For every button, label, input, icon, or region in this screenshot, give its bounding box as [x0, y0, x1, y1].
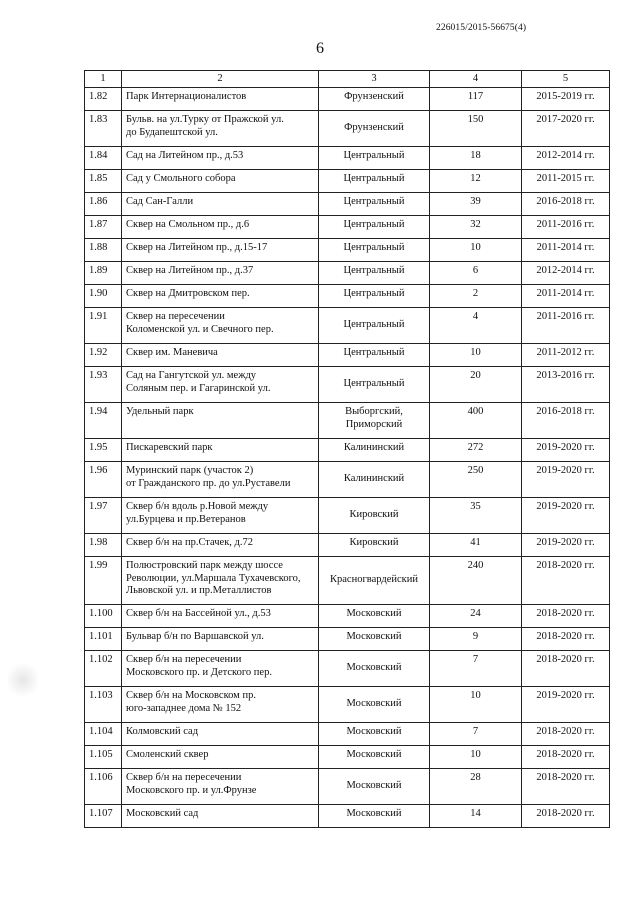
area-value: 9 [430, 627, 522, 650]
district-line: Московский [346, 780, 402, 792]
object-name [122, 768, 319, 804]
district-line: Центральный [343, 264, 405, 276]
object-name [122, 686, 319, 722]
row-number: 1.101 [85, 627, 122, 650]
district [319, 627, 430, 650]
period: 2011-2012 гг. [522, 343, 610, 366]
object-name [122, 366, 319, 402]
row-number: 1.96 [85, 461, 122, 497]
object-name [122, 497, 319, 533]
table-row [85, 307, 610, 343]
row-number: 1.83 [85, 110, 122, 146]
row-number: 1.85 [85, 169, 122, 192]
district [319, 307, 430, 343]
row-number: 1.84 [85, 146, 122, 169]
district-line: Московский [346, 725, 402, 737]
row-number: 1.92 [85, 343, 122, 366]
district [319, 722, 430, 745]
row-number: 1.105 [85, 745, 122, 768]
period: 2019-2020 гг. [522, 438, 610, 461]
row-number: 1.95 [85, 438, 122, 461]
period: 2019-2020 гг. [522, 497, 610, 533]
table-row [85, 169, 610, 192]
row-number: 1.89 [85, 261, 122, 284]
page-number: 6 [316, 40, 324, 57]
object-name [122, 533, 319, 556]
object-name [122, 87, 319, 110]
district-line: Московский [346, 698, 402, 710]
area-value: 10 [430, 343, 522, 366]
object-name-line: Парк Интернационалистов [126, 90, 247, 102]
object-name [122, 343, 319, 366]
district [319, 686, 430, 722]
table-row [85, 533, 610, 556]
object-name [122, 110, 319, 146]
district [319, 284, 430, 307]
district [319, 804, 430, 827]
district [319, 650, 430, 686]
object-name-line: Муринский парк (участок 2) [126, 464, 254, 476]
period: 2011-2015 гг. [522, 169, 610, 192]
area-value: 20 [430, 366, 522, 402]
table-row [85, 284, 610, 307]
area-value: 6 [430, 261, 522, 284]
period: 2018-2020 гг. [522, 804, 610, 827]
object-name-line: Соляным пер. и Гагаринской ул. [126, 382, 271, 394]
row-number: 1.86 [85, 192, 122, 215]
row-number: 1.90 [85, 284, 122, 307]
object-name-line: Московского пр. и Детского пер. [126, 666, 272, 678]
table-row [85, 146, 610, 169]
district-line: Московский [346, 807, 402, 819]
table-row [85, 745, 610, 768]
object-name-line: Сквер б/н на Бассейной ул., д.53 [126, 607, 271, 619]
district-line: Центральный [343, 378, 405, 390]
district [319, 438, 430, 461]
period: 2017-2020 гг. [522, 110, 610, 146]
row-number: 1.98 [85, 533, 122, 556]
object-name-line: Пискаревский парк [126, 441, 213, 453]
document-id: 226015/2015-56675(4) [436, 23, 527, 33]
table-row [85, 192, 610, 215]
period: 2016-2018 гг. [522, 402, 610, 438]
row-number: 1.91 [85, 307, 122, 343]
object-name [122, 169, 319, 192]
row-number: 1.97 [85, 497, 122, 533]
district-line: Центральный [343, 346, 405, 358]
column-header: 4 [430, 71, 522, 88]
area-value: 2 [430, 284, 522, 307]
district [319, 192, 430, 215]
district [319, 745, 430, 768]
district [319, 768, 430, 804]
area-value: 10 [430, 238, 522, 261]
column-header: 2 [122, 71, 319, 88]
district-line: Центральный [343, 149, 405, 161]
object-name-line: от Гражданского пр. до ул.Руставели [126, 477, 291, 489]
row-number: 1.107 [85, 804, 122, 827]
district [319, 110, 430, 146]
area-value: 12 [430, 169, 522, 192]
row-number: 1.99 [85, 556, 122, 604]
table-row [85, 650, 610, 686]
district [319, 533, 430, 556]
object-name-line: Колмовский сад [126, 725, 199, 737]
period: 2016-2018 гг. [522, 192, 610, 215]
district [319, 556, 430, 604]
district-line: Московский [346, 662, 402, 674]
object-name-line: Сквер б/н на Московском пр. [126, 689, 256, 701]
object-name-line: Сквер на Дмитровском пер. [126, 287, 250, 299]
object-name [122, 604, 319, 627]
period: 2012-2014 гг. [522, 146, 610, 169]
district [319, 461, 430, 497]
district-line: Московский [346, 630, 402, 642]
object-name-line: Полюстровский парк между шоссе [126, 559, 283, 571]
district-line: Центральный [343, 319, 405, 331]
table-row [85, 238, 610, 261]
district [319, 87, 430, 110]
object-name [122, 722, 319, 745]
object-name-line: Сад на Гангутской ул. между [126, 369, 257, 381]
table-row [85, 215, 610, 238]
period: 2011-2014 гг. [522, 238, 610, 261]
row-number: 1.106 [85, 768, 122, 804]
area-value: 240 [430, 556, 522, 604]
district-line: Красногвардейский [330, 574, 418, 586]
table-row [85, 497, 610, 533]
area-value: 39 [430, 192, 522, 215]
object-name-line: Сквер б/н вдоль р.Новой между [126, 500, 269, 512]
period: 2011-2016 гг. [522, 307, 610, 343]
period: 2019-2020 гг. [522, 686, 610, 722]
district-line: Кировский [349, 509, 399, 521]
district-line: Кировский [349, 536, 399, 548]
object-name [122, 438, 319, 461]
object-name [122, 627, 319, 650]
table-row [85, 768, 610, 804]
area-value: 250 [430, 461, 522, 497]
object-name-line: Сад у Смольного собора [126, 172, 236, 184]
row-number: 1.100 [85, 604, 122, 627]
period: 2011-2014 гг. [522, 284, 610, 307]
district [319, 215, 430, 238]
district [319, 146, 430, 169]
row-number: 1.104 [85, 722, 122, 745]
period: 2013-2016 гг. [522, 366, 610, 402]
table-row [85, 461, 610, 497]
district [319, 402, 430, 438]
area-value: 24 [430, 604, 522, 627]
district-line: Московский [346, 607, 402, 619]
period: 2018-2020 гг. [522, 650, 610, 686]
column-header: 3 [319, 71, 430, 88]
area-value: 150 [430, 110, 522, 146]
object-name [122, 556, 319, 604]
period: 2018-2020 гг. [522, 722, 610, 745]
object-name [122, 307, 319, 343]
district-line: Центральный [343, 241, 405, 253]
object-name-line: Сквер на пересечении [126, 310, 225, 322]
period: 2011-2016 гг. [522, 215, 610, 238]
area-value: 32 [430, 215, 522, 238]
table-row [85, 87, 610, 110]
object-name [122, 650, 319, 686]
table-row [85, 261, 610, 284]
parks-table [84, 70, 610, 828]
object-name-line: Сад Сан-Галли [126, 195, 194, 207]
object-name-line: Сквер б/н на пересечении [126, 653, 242, 665]
district-line: Калининский [343, 473, 405, 485]
object-name [122, 261, 319, 284]
object-name-line: Смоленский сквер [126, 748, 209, 760]
object-name-line: Бульвар б/н по Варшавской ул. [126, 630, 264, 642]
object-name-line: Московский сад [126, 807, 199, 819]
object-name-line: Сквер им. Маневича [126, 346, 218, 358]
period: 2019-2020 гг. [522, 533, 610, 556]
object-name-line: Сквер на Смольном пр., д.6 [126, 218, 250, 230]
district-line: Центральный [343, 195, 405, 207]
object-name-line: Бульв. на ул.Турку от Пражской ул. [126, 113, 284, 125]
table-row [85, 110, 610, 146]
object-name [122, 215, 319, 238]
area-value: 7 [430, 722, 522, 745]
district-line: Фрунзенский [344, 90, 404, 102]
table-row [85, 343, 610, 366]
area-value: 10 [430, 745, 522, 768]
area-value: 18 [430, 146, 522, 169]
period: 2018-2020 гг. [522, 604, 610, 627]
object-name-line: Сквер на Литейном пр., д.37 [126, 264, 254, 276]
table-row [85, 438, 610, 461]
row-number: 1.94 [85, 402, 122, 438]
scan-artifact [8, 660, 38, 700]
table-header-row [85, 71, 610, 88]
row-number: 1.93 [85, 366, 122, 402]
table-row [85, 402, 610, 438]
object-name [122, 804, 319, 827]
area-value: 4 [430, 307, 522, 343]
object-name [122, 402, 319, 438]
object-name [122, 284, 319, 307]
object-name-line: ул.Бурцева и пр.Ветеранов [126, 513, 246, 525]
table-row [85, 627, 610, 650]
period: 2012-2014 гг. [522, 261, 610, 284]
object-name-line: Московского пр. и ул.Фрунзе [126, 784, 257, 796]
district [319, 343, 430, 366]
object-name-line: Революции, ул.Маршала Тухачевского, [126, 572, 301, 584]
object-name-line: Сквер б/н на пересечении [126, 771, 242, 783]
area-value: 10 [430, 686, 522, 722]
area-value: 41 [430, 533, 522, 556]
object-name-line: юго-западнее дома № 152 [126, 702, 242, 714]
district-line: Выборгский, [345, 405, 403, 417]
period: 2018-2020 гг. [522, 768, 610, 804]
area-value: 117 [430, 87, 522, 110]
object-name-line: Коломенской ул. и Свечного пер. [126, 323, 274, 335]
object-name-line: Львовской ул. и пр.Металлистов [126, 585, 272, 597]
area-value: 272 [430, 438, 522, 461]
row-number: 1.88 [85, 238, 122, 261]
district-line: Фрунзенский [344, 122, 404, 134]
object-name [122, 461, 319, 497]
district [319, 366, 430, 402]
area-value: 14 [430, 804, 522, 827]
district [319, 497, 430, 533]
district-line: Центральный [343, 172, 405, 184]
area-value: 7 [430, 650, 522, 686]
district [319, 604, 430, 627]
object-name [122, 745, 319, 768]
period: 2018-2020 гг. [522, 745, 610, 768]
district-line: Центральный [343, 218, 405, 230]
period: 2018-2020 гг. [522, 627, 610, 650]
table-row [85, 722, 610, 745]
object-name-line: Сад на Литейном пр., д.53 [126, 149, 244, 161]
district [319, 238, 430, 261]
district-line: Приморский [345, 418, 403, 430]
object-name [122, 192, 319, 215]
district-line: Московский [346, 748, 402, 760]
district-line: Центральный [343, 287, 405, 299]
area-value: 28 [430, 768, 522, 804]
column-header: 1 [85, 71, 122, 88]
row-number: 1.103 [85, 686, 122, 722]
object-name-line: Удельный парк [126, 405, 194, 417]
area-value: 400 [430, 402, 522, 438]
object-name-line: Сквер на Литейном пр., д.15-17 [126, 241, 268, 253]
column-header: 5 [522, 71, 610, 88]
district [319, 169, 430, 192]
table-row [85, 686, 610, 722]
object-name [122, 146, 319, 169]
period: 2015-2019 гг. [522, 87, 610, 110]
table-row [85, 804, 610, 827]
table-row [85, 366, 610, 402]
district [319, 261, 430, 284]
object-name [122, 238, 319, 261]
row-number: 1.87 [85, 215, 122, 238]
object-name-line: Сквер б/н на пр.Стачек, д.72 [126, 536, 254, 548]
period: 2018-2020 гг. [522, 556, 610, 604]
period: 2019-2020 гг. [522, 461, 610, 497]
district-line: Калининский [343, 441, 405, 453]
row-number: 1.102 [85, 650, 122, 686]
row-number: 1.82 [85, 87, 122, 110]
area-value: 35 [430, 497, 522, 533]
table-row [85, 604, 610, 627]
table-row [85, 556, 610, 604]
object-name-line: до Будапештской ул. [126, 126, 218, 138]
